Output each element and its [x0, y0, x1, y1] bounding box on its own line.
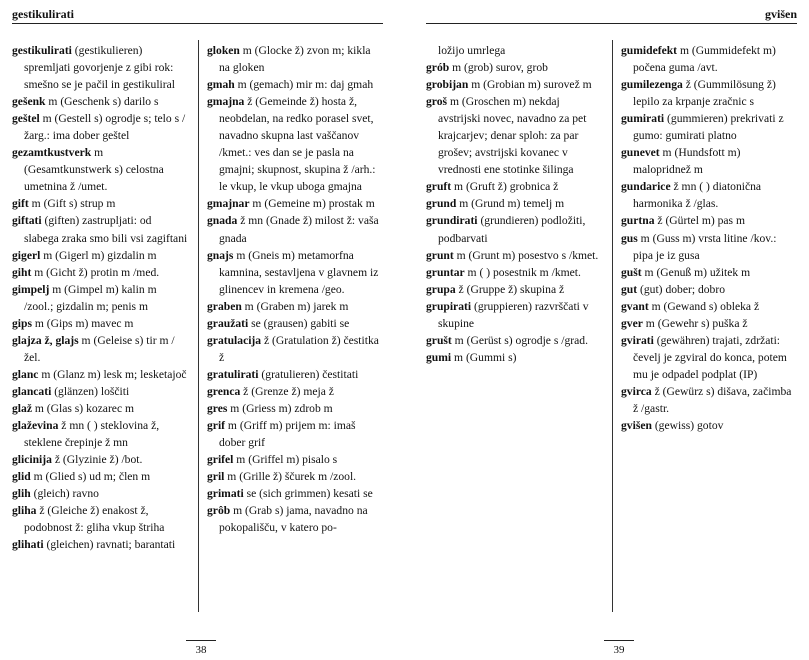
dictionary-entry	[207, 485, 383, 502]
dictionary-entry	[12, 212, 188, 246]
entry-definition: m (gemach) mir m: daj gmah	[234, 78, 374, 92]
headword: gratulirati	[207, 367, 259, 381]
headword: glihati	[12, 538, 44, 552]
entry-definition: (gleich) ravno	[30, 487, 99, 501]
dictionary-entry	[621, 110, 797, 144]
entry-definition: (gratulieren) čestitati	[258, 367, 359, 381]
dictionary-entry	[426, 76, 602, 93]
dictionary-entry	[12, 400, 188, 417]
headword: gnajs	[207, 248, 234, 262]
entry-definition: m (Grab s) jama, navadno na pokopališču, v katero po-	[219, 504, 368, 535]
headword: gloken	[207, 44, 240, 57]
entry-definition: m (Geleise s) tir m /žel.	[24, 333, 175, 364]
headword: gumirati	[621, 112, 665, 126]
entry-definition: m (Gestell s) ogrodje s; telo s /žarg.: ima dober geštel	[24, 112, 186, 143]
entry-definition: ž mn ( ) diatonična harmonika ž /glas.	[633, 180, 762, 211]
entry-definition: (gruppieren) razvrščati v skupine	[438, 299, 589, 330]
dictionary-entry	[426, 349, 602, 366]
headword: gliha	[12, 504, 37, 518]
dictionary-entry	[426, 264, 602, 281]
dictionary-entry	[12, 42, 188, 93]
dictionary-entry	[12, 110, 188, 144]
entry-definition: m (Grund m) temelj m	[456, 197, 565, 211]
entry-definition: m (Groschen m) nekdaj avstrijski novec, navadno za pet krajcarjev; denar sploh: za par grošev; avstrijski kovanec v vrednosti ene stotinke šilinga	[438, 95, 587, 177]
entry-definition: (gewähren) trajati, zdržati: čevelj je zgviral do konca, potem mu je odpadel podplat (IP)	[633, 333, 787, 381]
headword: gumidefekt	[621, 44, 678, 57]
entry-definition: m (Glocke ž) zvon m; kikla na gloken	[219, 44, 371, 75]
entry-definition: m (Gift s) strup m	[28, 197, 116, 211]
headword: grób	[426, 61, 450, 75]
headword: glajza ž, glajs	[12, 333, 79, 347]
entry-definition: m (Griess m) zdrob m	[227, 401, 333, 415]
right-page	[414, 0, 809, 660]
column-rule	[612, 40, 613, 612]
dictionary-entry	[621, 76, 797, 110]
entry-definition: m (Gneis m) metamorfna kamnina, sestavljena v glavnem iz glinencev in kremena /geo.	[219, 248, 379, 296]
headword: gratulacija	[207, 333, 262, 347]
entry-definition: ž (Gemeinde ž) hosta ž, neobdelan, na redko porasel svet, navadno skupna last vaščanov /kmet.: ves dan se je pasla na gmajni; skupnost, skupina ž /arh.: le vkup, le vkup uboga gmajna	[219, 95, 376, 194]
entry-definition: m (Gerüst s) ogrodje s /grad.	[451, 333, 588, 347]
entry-definition: ž (Gratulation ž) čestitka ž	[219, 333, 379, 364]
headword: gnada	[207, 214, 238, 228]
headword: gril	[207, 470, 225, 484]
dictionary-entry	[426, 59, 602, 76]
entry-definition: m (Hundsfott m) malopridnež m	[633, 146, 741, 177]
entry-definition: (gestikulieren) spremljati govorjenje z gibi rok: smešno se je pačil in gestikuliral	[24, 44, 176, 92]
dictionary-entry	[12, 264, 188, 281]
headword: geštel	[12, 112, 40, 126]
dictionary-entry	[207, 417, 383, 451]
entry-definition: ložijo umrlega	[438, 44, 506, 57]
dictionary-entry	[207, 212, 383, 246]
dictionary-entry	[12, 315, 188, 332]
headword: grimati	[207, 487, 244, 501]
running-head-word: gestikulirati	[12, 7, 74, 21]
page-number-rule	[604, 640, 634, 641]
dictionary-entry	[426, 281, 602, 298]
entry-definition: ž mn (Gnade ž) milost ž: vaša gnada	[219, 214, 379, 245]
dictionary-entry	[621, 332, 797, 383]
headword: grund	[426, 197, 457, 211]
entry-definition: ž (Gleiche ž) enakost ž, podobnost ž: gliha vkup štriha	[24, 504, 165, 535]
entry-definition: m (Gewehr s) puška ž	[642, 316, 748, 330]
headword: gres	[207, 401, 228, 415]
entry-definition: m (Gemeine m) prostak m	[249, 197, 375, 211]
dictionary-entry	[207, 502, 383, 536]
entry-definition: m (Gummidefekt m) počena guma /avt.	[633, 44, 776, 75]
dictionary-entry	[621, 315, 797, 332]
entry-definition: m (Gesamtkunstwerk s) celostna umetnina ž /umet.	[24, 146, 164, 194]
headword: grifel	[207, 453, 234, 467]
headword: gift	[12, 197, 29, 211]
headword: gunevet	[621, 146, 660, 160]
headword: glicinija	[12, 453, 52, 467]
entry-definition: m (Gicht ž) protin m /med.	[31, 265, 160, 279]
entry-definition: m (Gips m) mavec m	[31, 316, 134, 330]
dictionary-entry	[207, 400, 383, 417]
headword: grenca	[207, 384, 241, 398]
dictionary-entry	[207, 298, 383, 315]
dictionary-entry	[426, 195, 602, 212]
entry-definition: ž (Gewürz s) dišava, začimba ž /gastr.	[633, 384, 792, 415]
page-number: 39	[613, 644, 625, 656]
dictionary-entry	[621, 212, 797, 229]
headword: grobijan	[426, 78, 469, 92]
headword: gimpelj	[12, 282, 50, 296]
dictionary-entry	[12, 366, 188, 383]
dictionary-entry	[207, 468, 383, 485]
dictionary-column	[207, 42, 383, 536]
dictionary-entry	[621, 264, 797, 281]
entry-definition: m (Grobian m) surovež m	[468, 78, 592, 92]
headword: gušt	[621, 265, 642, 279]
headword: graben	[207, 299, 242, 313]
entry-definition: ž (Glyzinie ž) /bot.	[51, 453, 143, 467]
dictionary-entry	[12, 383, 188, 400]
dictionary-entry	[207, 451, 383, 468]
entry-definition: (gut) dober; dobro	[637, 282, 726, 296]
entry-definition: m (Glanz m) lesk m; lesketajoč	[38, 367, 187, 381]
entry-definition: m (Grunt m) posestvo s /kmet.	[453, 248, 599, 262]
headword: glaž	[12, 401, 32, 415]
headword: grif	[207, 419, 226, 433]
entry-definition: m (Griffel m) pisalo s	[233, 453, 338, 467]
running-head-word: gvišen	[764, 7, 797, 21]
entry-definition: (gewiss) gotov	[651, 419, 724, 433]
entry-definition: ž (Grenze ž) meja ž	[240, 384, 334, 398]
dictionary-entry	[207, 315, 383, 332]
dictionary-entry	[12, 536, 188, 553]
dictionary-entry	[12, 417, 188, 451]
headword: grundirati	[426, 214, 478, 228]
entry-definition: m (Glas s) kozarec m	[31, 401, 135, 415]
headword: gvirca	[621, 384, 652, 398]
dictionary-entry	[12, 144, 188, 195]
headword: gvant	[621, 299, 649, 313]
headword: gut	[621, 282, 638, 296]
dictionary-entry	[12, 451, 188, 468]
headword: grôb	[207, 504, 231, 518]
headword: gver	[621, 316, 643, 330]
entry-definition: se (grausen) gabiti se	[248, 316, 350, 330]
dictionary-entry	[426, 332, 602, 349]
dictionary-entry	[12, 485, 188, 502]
headword: grunt	[426, 248, 454, 262]
dictionary-entry	[426, 212, 602, 246]
dictionary-entry	[621, 383, 797, 417]
dictionary-entry	[12, 93, 188, 110]
dictionary-entry	[207, 93, 383, 195]
entry-definition: (glänzen) loščiti	[51, 384, 130, 398]
entry-definition: (gummieren) prekrivati z gumo: gumirati platno	[633, 112, 784, 143]
entry-definition: ž (Gürtel m) pas m	[654, 214, 745, 228]
dictionary-entry	[621, 298, 797, 315]
entry-definition: m (Geschenk s) darilo s	[45, 95, 159, 109]
left-page	[0, 0, 395, 660]
dictionary-entry	[426, 178, 602, 195]
dictionary-entry	[12, 281, 188, 315]
entry-definition: m (Gummi s)	[451, 350, 517, 364]
headword: glaževina	[12, 419, 59, 433]
headword: gumilezenga	[621, 78, 683, 92]
headword: glid	[12, 470, 31, 484]
headword: gvišen	[621, 419, 652, 433]
dictionary-entry	[12, 502, 188, 536]
dictionary-entry	[207, 195, 383, 212]
headword: grupa	[426, 282, 456, 296]
headword: gruntar	[426, 265, 465, 279]
dictionary-entry	[426, 42, 602, 59]
dictionary-entry	[621, 230, 797, 264]
entry-definition: m (Grille ž) ščurek m /zool.	[224, 470, 357, 484]
dictionary-entry	[207, 332, 383, 366]
dictionary-entry	[426, 93, 602, 178]
dictionary-column	[426, 42, 602, 366]
dictionary-entry	[621, 178, 797, 212]
headword: gundarice	[621, 180, 671, 194]
headword: gmajna	[207, 95, 245, 109]
headword: giftati	[12, 214, 42, 228]
entry-definition: m (Genuß m) užitek m	[641, 265, 751, 279]
headword: gmah	[207, 78, 235, 92]
page-number-rule	[186, 640, 216, 641]
headword: gurtna	[621, 214, 655, 228]
entry-definition: m (Gruft ž) grobnica ž	[451, 180, 559, 194]
dictionary-column	[621, 42, 797, 434]
headword: gigerl	[12, 248, 41, 262]
entry-definition: m (Gimpel m) kalin m /zool.; gizdalin m; penis m	[24, 282, 157, 313]
column-rule	[198, 40, 199, 612]
headword: gmajnar	[207, 197, 250, 211]
headword: gestikulirati	[12, 44, 72, 57]
entry-definition: m (Gewand s) obleka ž	[648, 299, 760, 313]
dictionary-entry	[426, 247, 602, 264]
dictionary-entry	[12, 247, 188, 264]
entry-definition: m (grob) surov, grob	[449, 61, 548, 75]
entry-definition: m (Guss m) vrsta litine /kov.: pipa je iz gusa	[633, 231, 777, 262]
entry-definition: m ( ) posestnik m /kmet.	[464, 265, 581, 279]
headword: gips	[12, 316, 32, 330]
page-number: 38	[195, 644, 207, 656]
headword: gus	[621, 231, 638, 245]
entry-definition: (grundieren) podložiti, podbarvati	[438, 214, 586, 245]
entry-definition: m (Glied s) ud m; člen m	[30, 470, 151, 484]
dictionary-entry	[621, 417, 797, 434]
headword: groš	[426, 95, 448, 109]
dictionary-entry	[207, 366, 383, 383]
dictionary-entry	[12, 195, 188, 212]
dictionary-entry	[621, 281, 797, 298]
entry-definition: m (Griff m) prijem m: imaš dober grif	[219, 419, 356, 450]
headword: gruft	[426, 180, 452, 194]
entry-definition: se (sich grimmen) kesati se	[243, 487, 373, 501]
headword: gezamtkustverk	[12, 146, 92, 160]
entry-definition: m (Gigerl m) gizdalin m	[40, 248, 157, 262]
dictionary-entry	[207, 76, 383, 93]
headword: grupirati	[426, 299, 472, 313]
dictionary-entry	[426, 298, 602, 332]
dictionary-entry	[207, 247, 383, 298]
entry-definition: m (Graben m) jarek m	[241, 299, 349, 313]
dictionary-entry	[12, 468, 188, 485]
dictionary-entry	[207, 42, 383, 76]
entry-definition: ž (Gruppe ž) skupina ž	[455, 282, 565, 296]
running-head	[426, 6, 797, 24]
headword: graužati	[207, 316, 249, 330]
headword: glanc	[12, 367, 39, 381]
running-head	[12, 6, 383, 24]
headword: giht	[12, 265, 32, 279]
entry-definition: ž mn ( ) steklovina ž, steklene črepinje ž mn	[24, 419, 160, 450]
dictionary-entry	[207, 383, 383, 400]
headword: glih	[12, 487, 31, 501]
headword: gešenk	[12, 95, 46, 109]
entry-definition: (giften) zastrupljati: od slabega zraka smo bili vsi zagiftani	[24, 214, 188, 245]
headword: glancati	[12, 384, 52, 398]
headword: gumi	[426, 350, 452, 364]
dictionary-entry	[12, 332, 188, 366]
dictionary-column	[12, 42, 188, 553]
entry-definition: (gleichen) ravnati; barantati	[43, 538, 176, 552]
dictionary-entry	[621, 42, 797, 76]
headword: grušt	[426, 333, 452, 347]
dictionary-entry	[621, 144, 797, 178]
entry-definition: ž (Gummilösung ž) lepilo za krpanje zračnic s	[633, 78, 776, 109]
headword: gvirati	[621, 333, 654, 347]
